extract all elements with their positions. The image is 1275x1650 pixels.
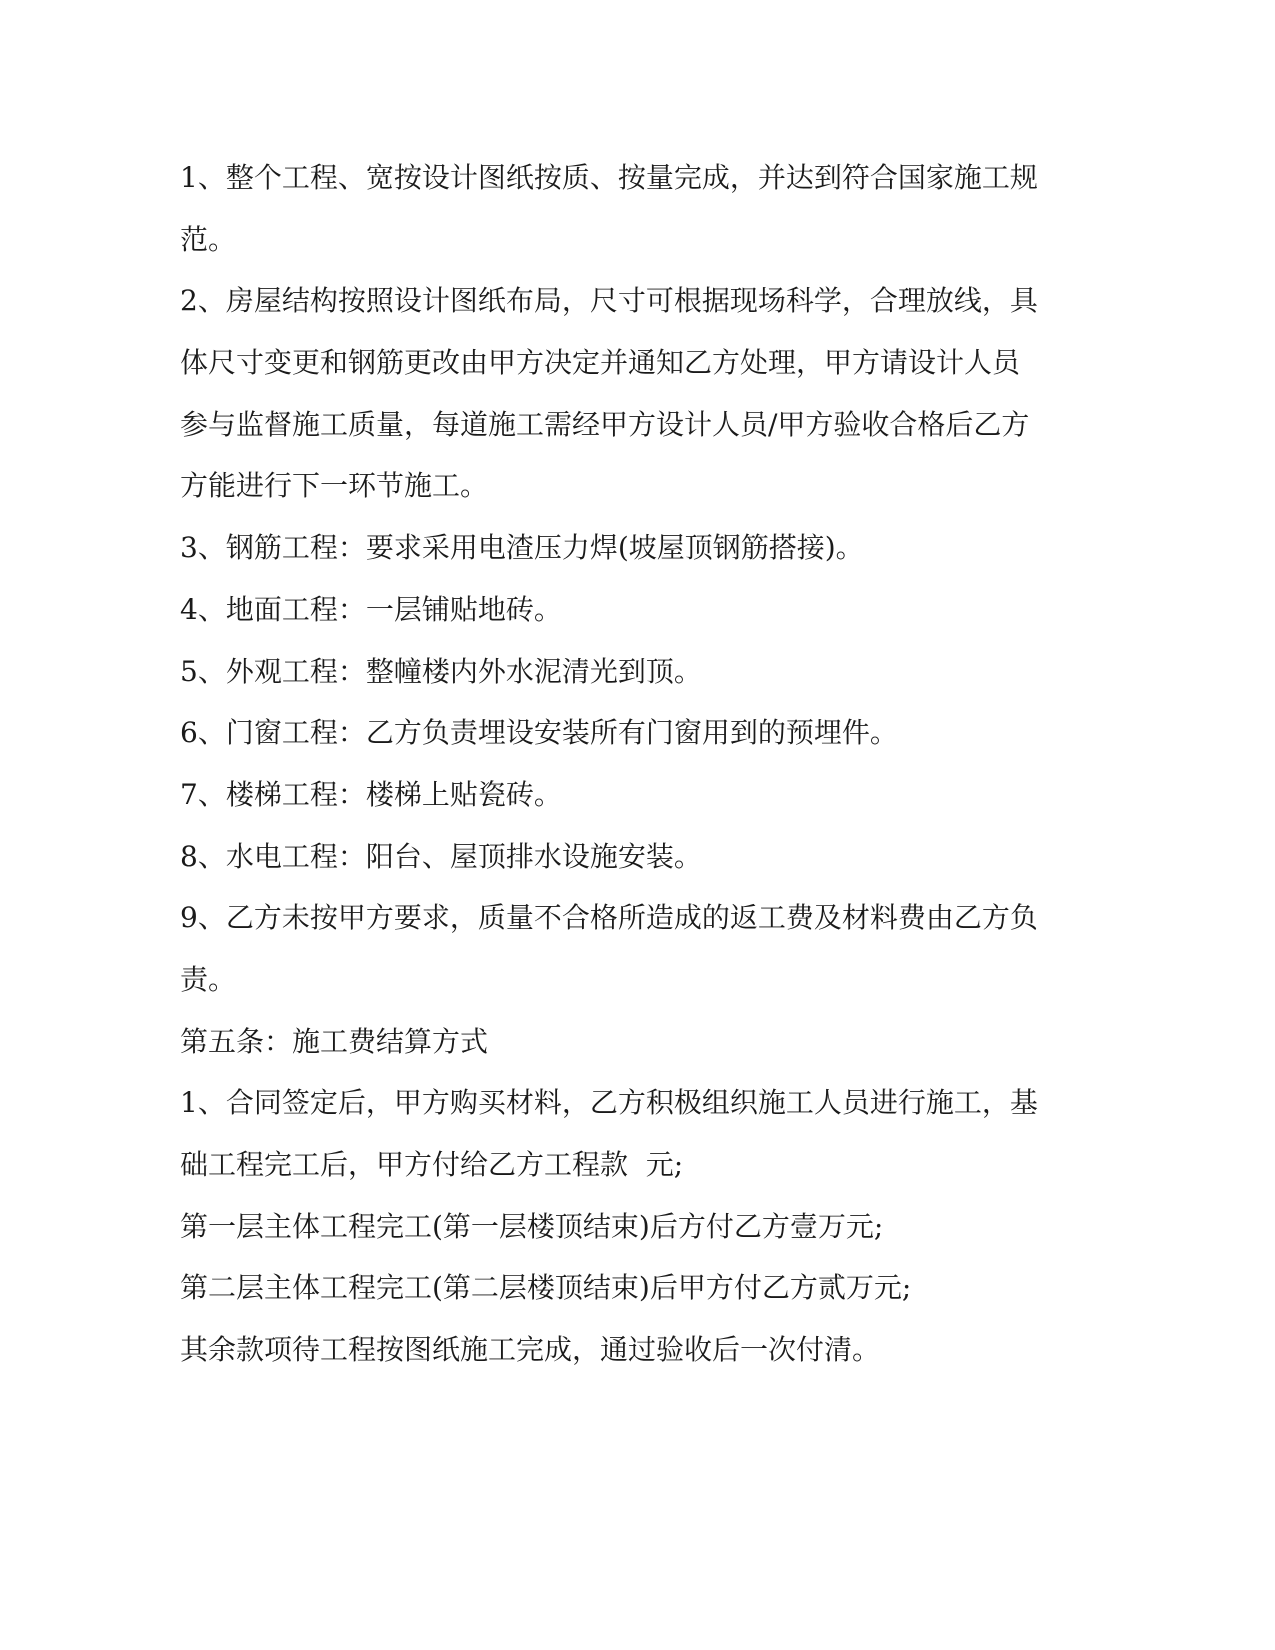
text-line: 3、钢筋工程：要求采用电渣压力焊(坡屋顶钢筋搭接)。	[180, 531, 864, 565]
text-line: 责。	[180, 962, 237, 996]
text-line: 础工程完工后，甲方付给乙方工程款 元;	[180, 1148, 684, 1181]
text-line: 范。	[180, 222, 237, 256]
text-line: 体尺寸变更和钢筋更改由甲方决定并通知乙方处理，甲方请设计人员	[180, 346, 1021, 380]
text-line: 7、楼梯工程：楼梯上贴瓷砖。	[180, 777, 562, 811]
text-line: 9、乙方未按甲方要求，质量不合格所造成的返工费及材料费由乙方负	[180, 901, 1038, 935]
section-heading: 第五条：施工费结算方式	[180, 1024, 489, 1058]
text-line: 5、外观工程：整幢楼内外水泥清光到顶。	[180, 654, 702, 688]
text-line: 方能进行下一环节施工。	[180, 469, 489, 503]
text-line: 4、地面工程：一层铺贴地砖。	[180, 592, 562, 626]
text-line: 1、整个工程、宽按设计图纸按质、按量完成，并达到符合国家施工规	[180, 161, 1038, 194]
text-line: 6、门窗工程：乙方负责埋设安装所有门窗用到的预埋件。	[180, 716, 898, 750]
text-line: 第一层主体工程完工(第一层楼顶结束)后方付乙方壹万元;	[180, 1209, 884, 1243]
text-line: 1、合同签定后，甲方购买材料，乙方积极组织施工人员进行施工，基	[180, 1086, 1038, 1120]
text-line: 8、水电工程：阳台、屋顶排水设施安装。	[180, 839, 702, 873]
text-line: 参与监督施工质量，每道施工需经甲方设计人员/甲方验收合格后乙方	[180, 407, 1030, 441]
text-line: 其余款项待工程按图纸施工完成，通过验收后一次付清。	[180, 1333, 881, 1367]
document-body	[180, 147, 1080, 1381]
text-line: 2、房屋结构按照设计图纸布局，尺寸可根据现场科学，合理放线，具	[180, 284, 1038, 318]
text-line: 第二层主体工程完工(第二层楼顶结束)后甲方付乙方贰万元;	[180, 1271, 912, 1305]
